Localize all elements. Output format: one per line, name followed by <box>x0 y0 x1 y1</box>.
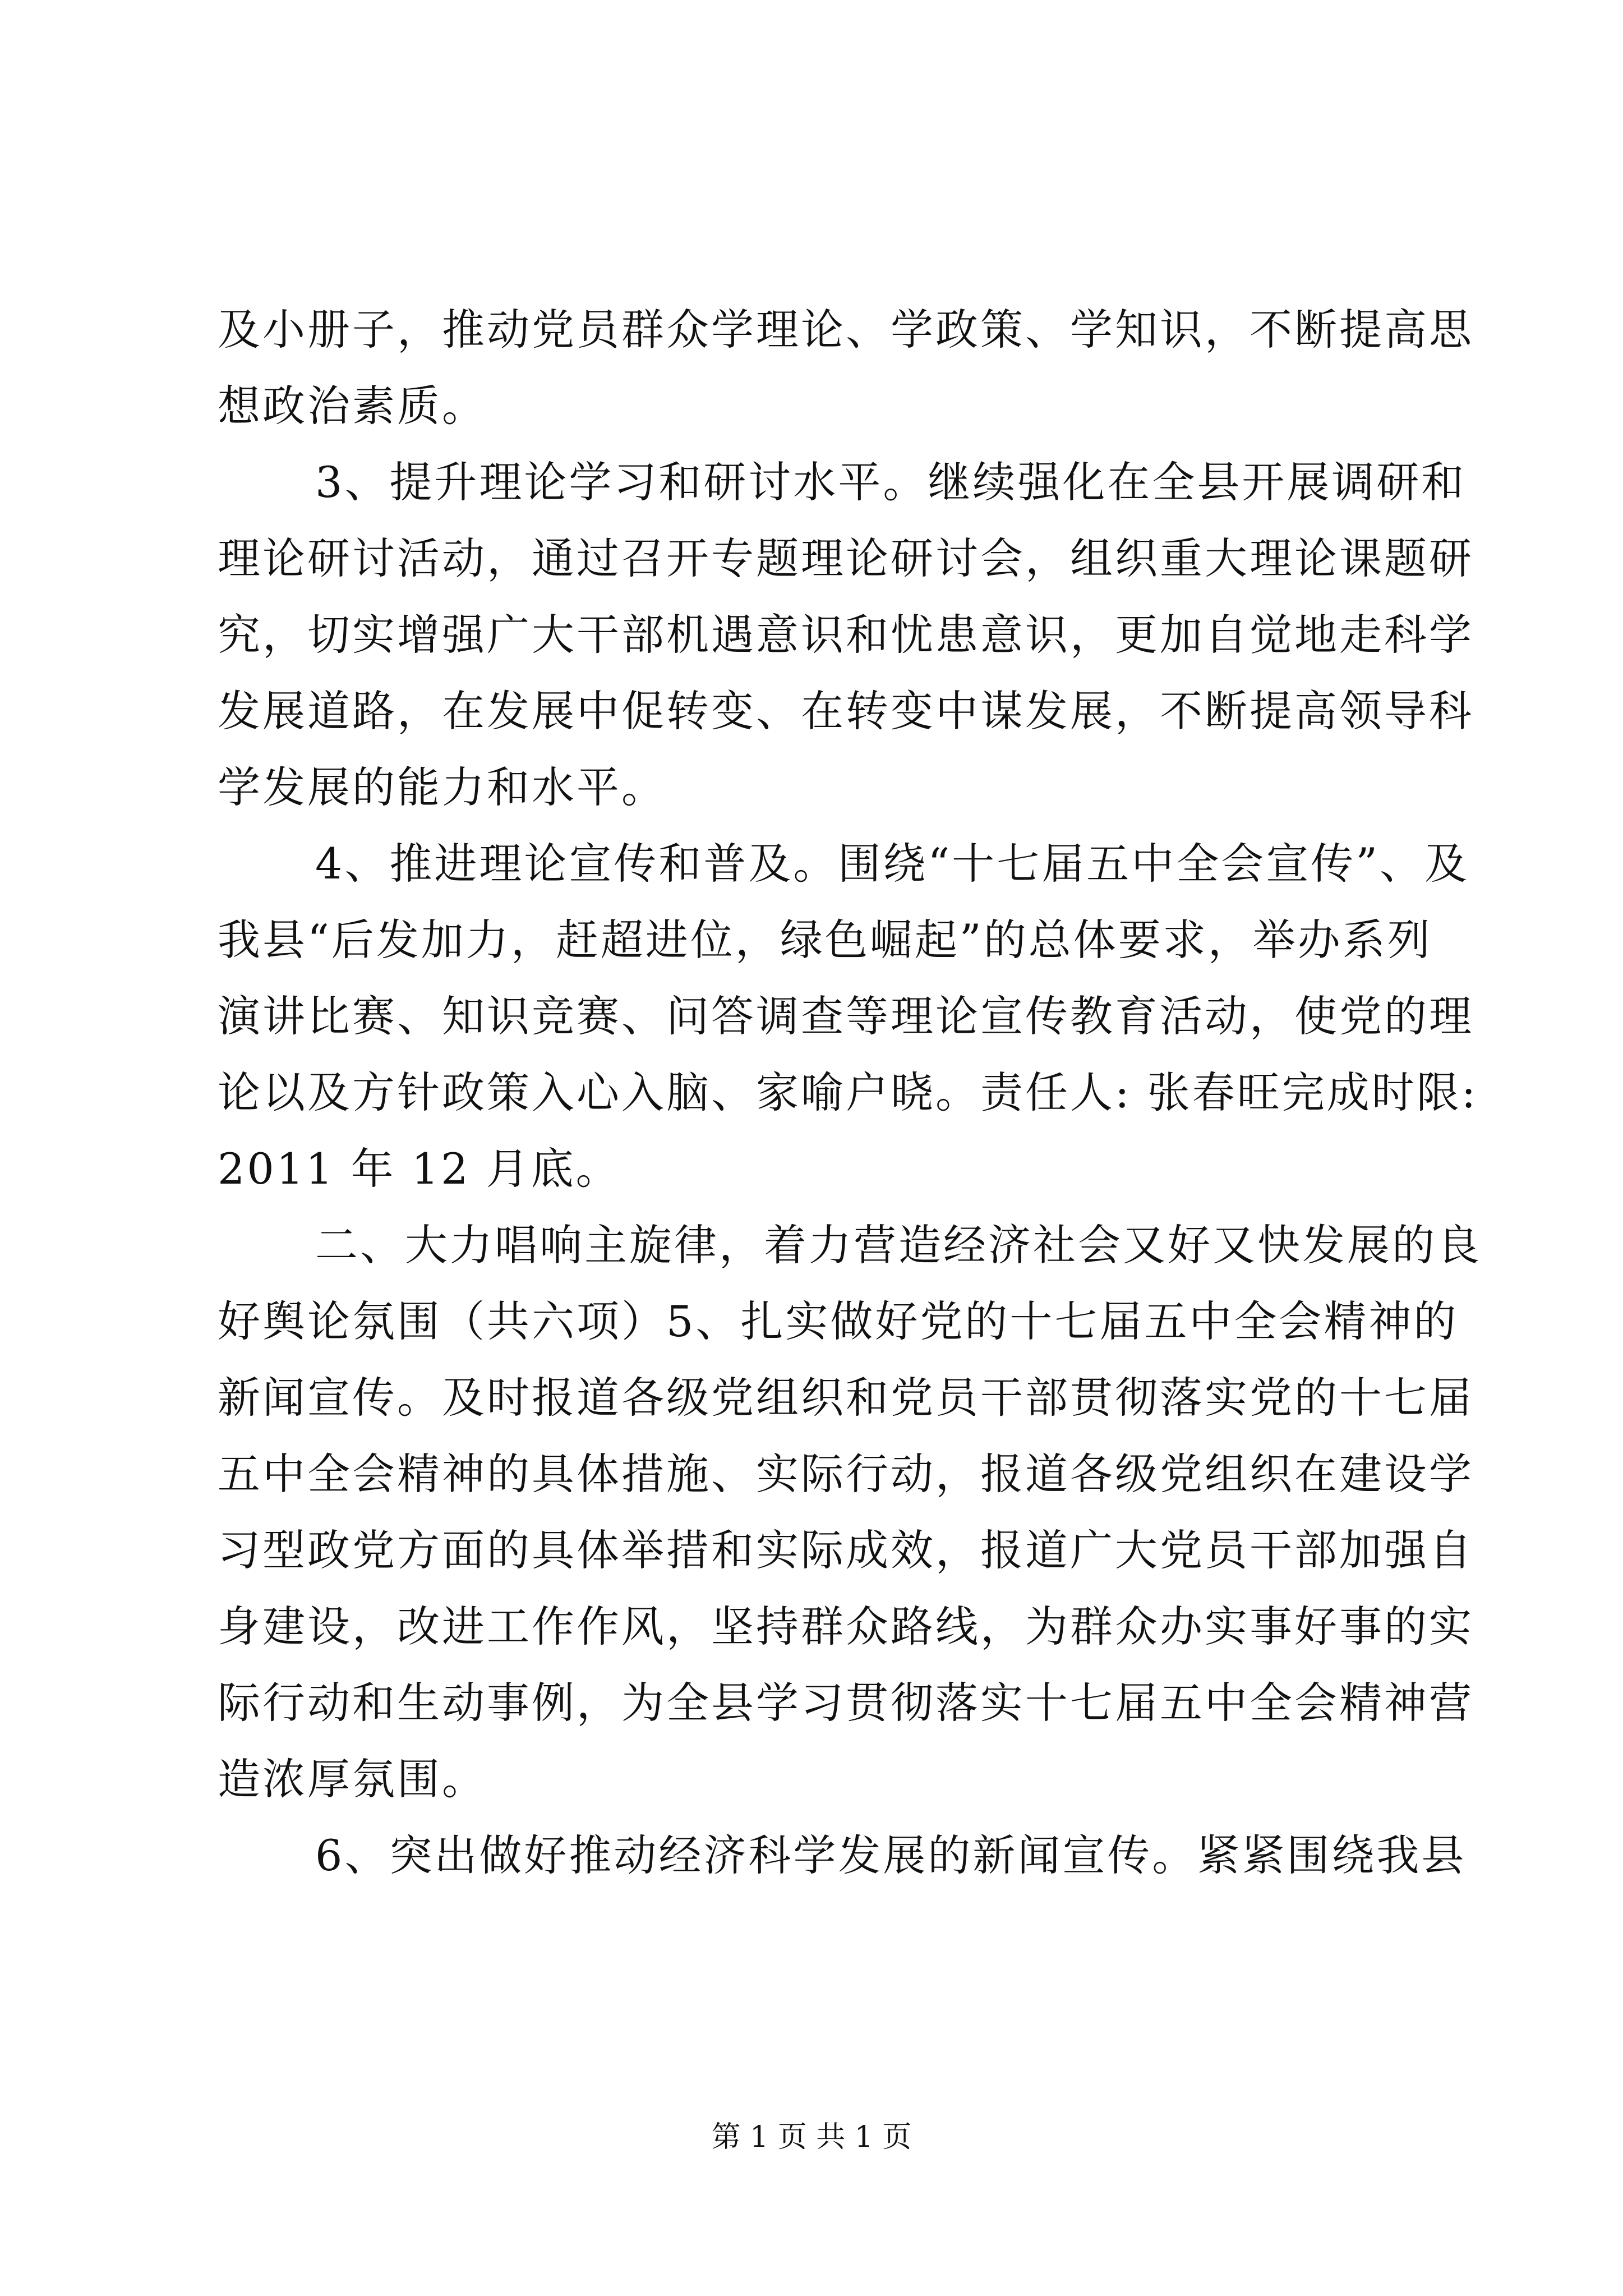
text-line: 际行动和生动事例，为全县学习贯彻落实十七届五中全会精神营 <box>218 1678 1474 1728</box>
text-line: 论以及方针政策入心入脑、家喻户晓。责任人: 张春旺完成时限: <box>218 1068 1478 1117</box>
text-line: 发展道路，在发展中促转变、在转变中谋发展，不断提高领导科 <box>218 686 1474 736</box>
text-line: 造浓厚氛围。 <box>218 1754 487 1804</box>
text-line: 好舆论氛围（共六项）5、扎实做好党的十七届五中全会精神的 <box>218 1296 1459 1346</box>
text-line: 身建设，改进工作作风，坚持群众路线，为群众办实事好事的实 <box>218 1602 1474 1651</box>
text-line: 新闻宣传。及时报道各级党组织和党员干部贯彻落实党的十七届 <box>218 1373 1474 1423</box>
text-line: 3、提升理论学习和研讨水平。继续强化在全县开展调研和 <box>315 457 1467 507</box>
text-line: 理论研讨活动，通过召开专题理论研讨会，组织重大理论课题研 <box>218 533 1474 583</box>
text-line: 二、大力唱响主旋律，着力营造经济社会又好又快发展的良 <box>315 1220 1482 1270</box>
text-line: 究，切实增强广大干部机遇意识和忧患意识，更加自觉地走科学 <box>218 610 1474 660</box>
text-line: 习型政党方面的具体举措和实际成效，报道广大党员干部加强自 <box>218 1525 1474 1575</box>
text-line: 我县“后发加力，赶超进位，绿色崛起”的总体要求，举办系列 <box>218 915 1432 965</box>
text-line: 演讲比赛、知识竞赛、问答调查等理论宣传教育活动，使党的理 <box>218 991 1474 1041</box>
text-line: 五中全会精神的具体措施、实际行动，报道各级党组织在建设学 <box>218 1449 1474 1499</box>
text-line: 想政治素质。 <box>218 381 487 431</box>
page-footer: 第 1 页 共 1 页 <box>711 2120 912 2154</box>
document-body <box>218 292 1482 1894</box>
text-line: 2011 年 12 月底。 <box>218 1144 621 1194</box>
text-line: 及小册子，推动党员群众学理论、学政策、学知识，不断提高思 <box>218 305 1474 355</box>
text-line: 学发展的能力和水平。 <box>218 762 666 812</box>
text-line: 4、推进理论宣传和普及。围绕“十七届五中全会宣传”、及 <box>315 839 1470 889</box>
text-line: 6、突出做好推动经济科学发展的新闻宣传。紧紧围绕我县 <box>315 1830 1467 1880</box>
